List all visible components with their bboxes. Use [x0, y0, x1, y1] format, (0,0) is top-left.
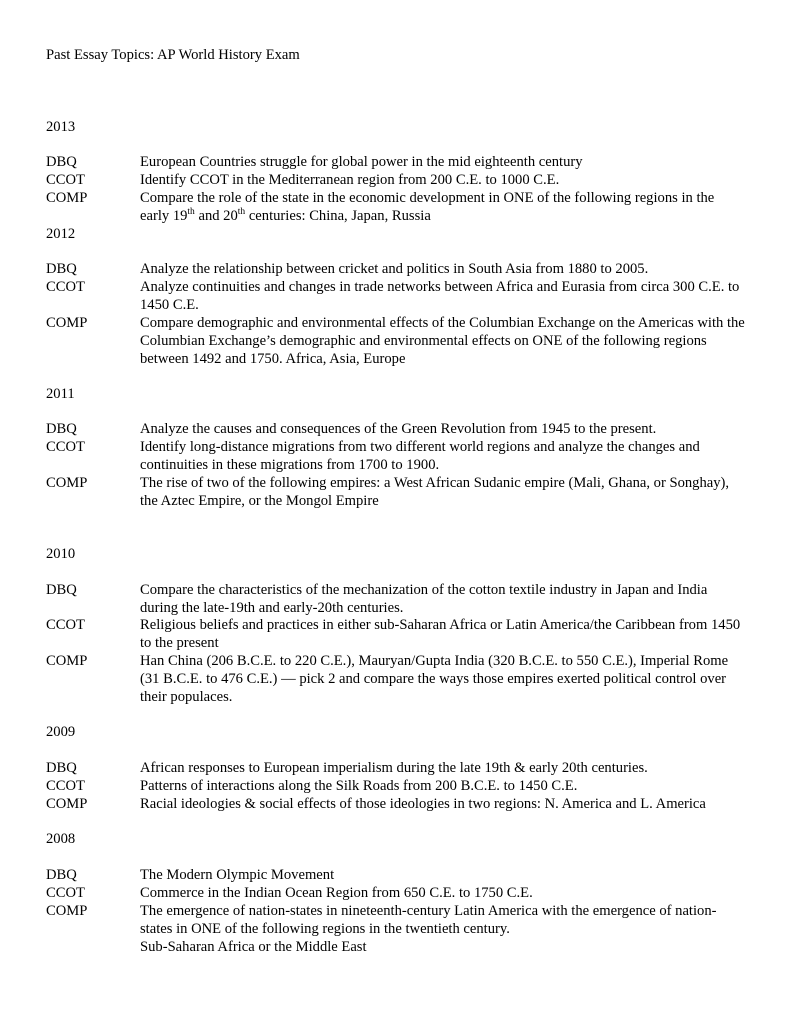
- essay-topic: Analyze the relationship between cricket and politics in South Asia from 1880 to 2005.: [140, 261, 649, 277]
- essay-topic: Analyze the causes and consequences of the Green Revolution from 1945 to the present.: [140, 421, 657, 437]
- essay-topic: Identify CCOT in the Mediterranean region from 200 C.E. to 1000 C.E.: [140, 172, 560, 188]
- essay-type: DBQ: [46, 421, 77, 437]
- topic-text-part: and 20: [194, 207, 238, 224]
- year-heading-2009: 2009: [46, 724, 76, 740]
- essay-type: COMP: [46, 475, 88, 491]
- topic-text-part: Compare the role of the state in the economic development in ONE of the following regions in the early 19: [140, 190, 715, 224]
- essay-topic: Racial ideologies & social effects of those ideologies in two regions: N. America and L. America: [140, 796, 706, 812]
- essay-topic: Han China (206 B.C.E. to 220 C.E.), Mauryan/Gupta India (320 B.C.E. to 550 C.E.), Imperial Rome (31 B.C.E. to 476 C.E.) — pick 2 and compare the ways those empires exerted political control over their populaces.: [140, 653, 729, 705]
- ordinal-suffix: th: [237, 206, 246, 217]
- essay-type: DBQ: [46, 867, 77, 883]
- topic-text-part: Sub-Saharan Africa or the Middle East: [140, 938, 367, 955]
- topic-text-part: The emergence of nation-states in nineteenth-century Latin America with the emergence of nation-states in ONE of the following regions in the twentieth century.: [140, 903, 717, 937]
- essay-type: CCOT: [46, 439, 85, 455]
- year-heading-2011: 2011: [46, 386, 75, 402]
- essay-type: DBQ: [46, 760, 77, 776]
- essay-topic: The Modern Olympic Movement: [140, 867, 335, 883]
- essay-type: DBQ: [46, 261, 77, 277]
- year-heading-2010: 2010: [46, 546, 76, 562]
- year-heading-2012: 2012: [46, 226, 76, 242]
- document-title: Past Essay Topics: AP World History Exam: [46, 47, 300, 63]
- essay-type: COMP: [46, 653, 88, 669]
- essay-topic: Analyze continuities and changes in trade networks between Africa and Eurasia from circa 300 C.E. to 1450 C.E.: [140, 279, 740, 313]
- essay-type: COMP: [46, 903, 88, 919]
- essay-type: COMP: [46, 796, 88, 812]
- essay-topic: European Countries struggle for global power in the mid eighteenth century: [140, 154, 583, 170]
- essay-topic: Compare demographic and environmental effects of the Columbian Exchange on the Americas with the Columbian Exchange’s demographic and environmental effects on ONE of the following regions between 1492 and 1750. Africa, Asia, Europe: [140, 315, 745, 367]
- essay-topic: Identify long-distance migrations from two different world regions and analyze the changes and continuities in these migrations from 1700 to 1900.: [140, 439, 700, 473]
- essay-topic: Patterns of interactions along the Silk Roads from 200 B.C.E. to 1450 C.E.: [140, 778, 578, 794]
- ordinal-suffix: th: [187, 206, 195, 217]
- essay-topic: Religious beliefs and practices in either sub-Saharan Africa or Latin America/the Caribbean from 1450 to the present: [140, 617, 741, 651]
- year-heading-2008: 2008: [46, 831, 76, 847]
- essay-type: CCOT: [46, 778, 85, 794]
- essay-type: COMP: [46, 315, 88, 331]
- essay-type: CCOT: [46, 617, 85, 633]
- essay-type: COMP: [46, 190, 88, 206]
- essay-topic: Commerce in the Indian Ocean Region from 650 C.E. to 1750 C.E.: [140, 885, 533, 901]
- year-heading-2013: 2013: [46, 119, 76, 135]
- essay-type: CCOT: [46, 279, 85, 295]
- topic-text-part: centuries: China, Japan, Russia: [245, 207, 431, 224]
- essay-type: CCOT: [46, 885, 85, 901]
- essay-type: DBQ: [46, 154, 77, 170]
- essay-type: DBQ: [46, 582, 77, 598]
- essay-topic: Compare the characteristics of the mechanization of the cotton textile industry in Japan and India during the late-19th and early-20th centuries.: [140, 582, 708, 616]
- document-page: [46, 47, 746, 955]
- essay-type: CCOT: [46, 172, 85, 188]
- essay-topic: The rise of two of the following empires: a West African Sudanic empire (Mali, Ghana, or Songhay), the Aztec Empire, or the Mongol Empire: [140, 475, 730, 509]
- essay-topic: African responses to European imperialism during the late 19th & early 20th centuries.: [140, 760, 648, 776]
- essay-topic: [140, 903, 746, 956]
- essay-topic: [140, 190, 746, 226]
